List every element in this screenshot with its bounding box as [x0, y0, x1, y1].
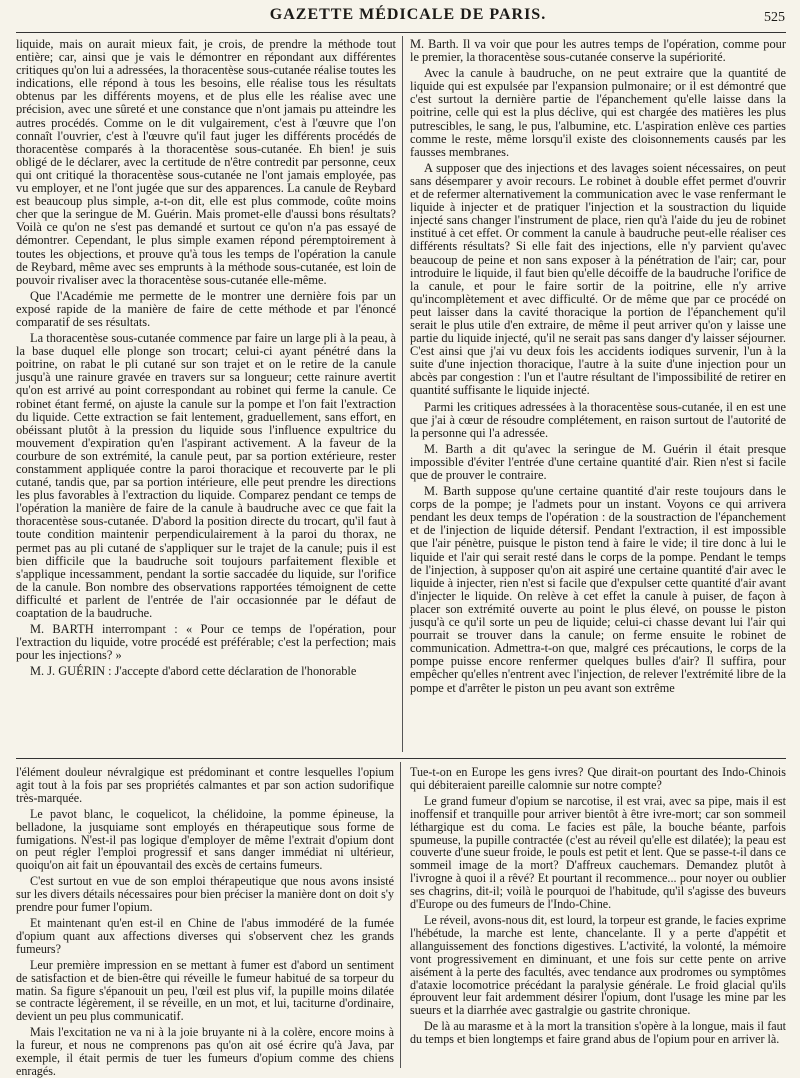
- paragraph: Que l'Académie me permette de le montrer une dernière fois par un exposé rapide de la manière de faire de cette méthode et par l'énoncé comparatif de ses résultats.: [16, 288, 396, 329]
- section-rule: [16, 758, 786, 759]
- page-number: 525: [764, 10, 785, 25]
- paragraph: Tue-t-on en Europe les gens ivres? Que dirait-on pourtant des Indo-Chinois qui débiteraient pareille calomnie sur notre compte?: [410, 765, 786, 792]
- paragraph: Avec la canule à baudruche, on ne peut extraire que la quantité de liquide qui est expulsée par l'expansion pulmonaire; or il est démontré que c'est surtout la dernière partie de l'épanchement qu'elle laisse dans la poitrine, celle qui est la plus déclive, qui est chargée des matières les plus putrescibles, le sang, le pus, l'albumine, etc. L'aspiration enlève ces parties comme le reste, même lorsqu'il existe des cloisonnements causés par les fausses membranes.: [410, 66, 786, 159]
- paragraph: l'élément douleur névralgique est prédominant et contre lesquelles l'opium agit tout à la fois par ses propriétés calmantes et par son action sudorifique très-marquée.: [16, 765, 394, 805]
- column-divider: [402, 36, 403, 752]
- paragraph: La thoracentèse sous-cutanée commence par faire un large pli à la peau, à la base duquel elle plonge son trocart; celui-ci ayant pénétré dans la poitrine, on rabat le pli cutané sur son trajet et on le retire de la canule jusqu'à une rainure gravée en travers sur sa longueur; cette rainure avertit qu'on est arrivé au point correspondant au robinet qui ferme la canule. Ce robinet étant fermé, on ajuste la canule sur la pompe et l'on fait l'extraction du liquide. Cette extraction se fait lentement, graduellement, sans effort, en obéissant plutôt à la pression du liquide sous l'influence expultrice du mouvement d'expiration qu'en l'aspirant activement. A la faveur de la courbure de son extrémité, la canule peut, par sa portion extérieure, rester constamment appliquée contre la paroi thoracique et recouverte par le pli cutané, tandis que, par sa portion intérieure, elle peut prendre les directions les plus favorables à l'extraction du liquide. Comparez pendant ce temps de l'opération la manière de faire de la canule à baudruche avec ce que fait la thoracentèse sous-cutanée. D'abord la position directe du trocart, qu'il faut à toute condition maintenir perpendiculairement à la paroi du thorax, ne permet pas au pli cutané de s'appliquer sur le trajet de la canule; puis il est bien difficile que la baudruche soit toujours parfaitement flexible et s'applique incessamment, pendant la sortie saccadée du liquide, sur l'orifice de la canule. Bon nombre des observations rapportées témoignent de cette difficulté et parlent de l'entrée de l'air occasionnée par le défaut de coaptation de la baudruche.: [16, 331, 396, 621]
- paragraph: M. Barth. Il va voir que pour les autres temps de l'opération, comme pour le premier, la thoracentèse sous-cutanée conserve la supériorité.: [410, 37, 786, 65]
- paragraph: Et maintenant qu'en est-il en Chine de l'abus immodéré de la fumée d'opium quant aux affections diverses qui s'observent chez les grands fumeurs?: [16, 915, 394, 956]
- paragraph: Leur première impression en se mettant à fumer est d'abord un sentiment de satisfaction et de bien-être qui réveille le fumeur habitué de sa torpeur du matin. Sa figure s'épanouit un peu, l'œil est plus vif, la pupille moins dilatée se contracte légèrement, il se réveille, en un mot, et lui, taciturne d'ordinaire, devient un peu plus communicatif.: [16, 957, 394, 1024]
- paragraph: De là au marasme et à la mort la transition s'opère à la longue, mais il faut du temps et bien longtemps et faire grand abus de l'opium pour en arriver là.: [410, 1019, 786, 1047]
- paragraph: Le réveil, avons-nous dit, est lourd, la torpeur est grande, le facies exprime l'hébétude, la marche est lente, chancelante. Il y a perte d'appétit et allanguissement des fonctions digestives. L'activité, la volonté, la mémoire vont progressivement en diminuant, et une fois sur cette pente on arrive aisément à la perte des facultés, avec tendance aux prodromes ou symptômes d'ataxie locomotrice précédant la paralysie générale. Le froid glacial qu'ils éprouvent leur fait ardemment désirer l'opium, dont l'usage les mine par les sueurs et la diarrhée avec gastralgie ou gastrite chronique.: [410, 912, 787, 1018]
- paragraph: A supposer que des injections et des lavages soient nécessaires, on peut sans désemparer y avoir recours. Le robinet à double effet permet d'ouvrir et de refermer alternativement la communication avec le vase renfermant le liquide à injecter et de pratiquer l'injection et la soustraction du liquide injecté sans changer l'instrument de place, rien qu'à l'aide du jeu de robinet institué à cet effet. Or comment la canule à baudruche peut-elle réaliser ces différents résultats? Si elle fait des injections, elle n'y parvient qu'avec beaucoup de peine et non sans exposer à la pénétration de l'air; car, pour introduire le liquide, il faut bien qu'elle décoiffe de la baudruche l'orifice de la canule, et pour le faire sortir de la poitrine, elle n'y arrive qu'incomplètement et avec difficulté. Or de même que par ce procédé on peut laisser dans la cavité thoracique la portion de l'épanchement qu'il serait le plus utile d'en extraire, de même il peut arriver qu'on y laisse une partie du liquide injecté, qu'il ne serait pas sans danger d'y laisser séjourner. C'est ainsi que j'ai vu deux fois les accidents iodiques survenir, l'un à la suite d'une injection thoracique, l'autre à la suite d'une injection pour un abcès par congestion : l'un et l'autre résultant de l'impossibilité de retirer en quantité suffisante le liquide injecté.: [410, 160, 786, 398]
- column-right-top: [410, 38, 786, 750]
- paragraph: M. BARTH interrompant : « Pour ce temps de l'opération, pour l'extraction du liquide, votre procédé est préférable; c'est la perfection; mais pour les injections? »: [16, 622, 396, 663]
- paragraph: M. Barth a dit qu'avec la seringue de M. Guérin il était presque impossible d'éviter l'entrée d'une certaine quantité d'air. Rien n'est si facile que de prouver le contraire.: [410, 441, 786, 482]
- header-rule: [16, 32, 786, 33]
- paragraph: liquide, mais on aurait mieux fait, je crois, de prendre la méthode tout entière; car, ainsi que je vais le démontrer en répondant aux différentes critiques qu'on lui a adressées, la thoracentèse sous-cutanée réalise toutes les indications, elle répond à tous les besoins, elle réalise tous les résultats obtenus par les différents moyens, et de plus elle les réalise avec une précision, avec une sûreté et une constance que n'ont jamais pu atteindre les autres procédés. Comme on le dit vulgairement, c'est à l'œuvre que l'on connaît l'ouvrier, c'est à l'œuvre qu'il faut juger les différents procédés de thoracentèse comparés à la thoracentèse sous-cutanée. Eh bien! je suis obligé de le déclarer, avec la certitude de n'être contredit par personne, ceux qui ont critiqué la thoracentèse sous-cutanée ne l'ont jamais employée, pas vu employer, et ne l'ont jugée que sur des apparences. La canule de Reybard est beaucoup plus simple, a-t-on dit, elle est plus commode, coûte moins cher que la seringue de M. Guérin. Mais promet-elle d'aussi bons résultats? Voilà ce qu'on ne s'est pas demandé et surtout ce qu'on n'a pas essayé de démontrer. Cependant, le plus simple examen répond péremptoirement à toutes les objections, et prouve qu'à tous les temps de l'opération la canule de Reybard, même avec ses emprunts à la méthode sous-cutanée, est loin de pouvoir rivaliser avec la thoracentèse sous-cutanée elle-même.: [16, 37, 396, 287]
- column-left-top: [16, 38, 396, 750]
- column-right-bottom: [410, 766, 786, 1066]
- paragraph: Parmi les critiques adressées à la thoracentèse sous-cutanée, il en est une que j'ai à cœur de résoudre complétement, en raison surtout de l'autorité de la personne qui l'a adressée.: [410, 399, 786, 440]
- column-left-bottom: [16, 765, 394, 1078]
- column-divider: [400, 762, 401, 1068]
- paragraph: M. Barth suppose qu'une certaine quantité d'air reste toujours dans le corps de la pompe; je l'admets pour un instant. Voyons ce qui arrivera pendant les deux temps de l'opération : de la soustraction de l'épanchement et de l'injection de liquide détersif. Pendant l'extraction, il est impossible que l'air pénètre, puisque le piston tend à faire le vide; il tire donc à lui le liquide et l'air qui serait resté dans le corps de la pompe. Pendant le temps de l'injection, à supposer qu'on ait aspiré une certaine quantité d'air avec le liquide à injecter, rien n'est si facile que d'expulser cette quantité d'air avant d'injecter le liquide. On relève à cet effet la canule à puiser, de façon à placer son extrémité ouverte au point le plus élevé, on pousse le piston jusqu'à ce qu'il sorte un peu de liquide; celui-ci chasse devant lui l'air qui pourrait se trouver dans la canule; on ferme ensuite le robinet de communication. Admettra-t-on que, malgré ces précautions, le corps de la pompe puisse encore renfermer quelques bulles d'air? Il suffira, pour empêcher qu'elles n'entrent avec l'injection, de relever l'extrémité libre de la pompe et d'arrêter le piston un peu avant son extrême: [410, 484, 786, 695]
- page-header-title: GAZETTE MÉDICALE DE PARIS.: [269, 6, 547, 23]
- paragraph: Le grand fumeur d'opium se narcotise, il est vrai, avec sa pipe, mais il est inoffensif et tranquille pour arriver bientôt à être ivre-mort; car son sommeil léthargique est du coma. Le facies est pâle, la bouche béante, parfois spumeuse, la pupille contractée (c'est au réveil qu'elle est dilatée); la peau est couverte d'une sueur froide, le pouls est petit et lent. Que se passe-t-il dans ce sommeil image de la mort? D'affreux cauchemars. Demandez plutôt à l'ivrogne à quoi il a rêvé? Et pourtant il recommence... pour noyer ou oublier ses chagrins, dit-il; voilà le pourquoi de l'habitude, qu'il s'agisse des buveurs d'Europe ou des fumeurs de l'Indo-Chine.: [410, 793, 786, 912]
- paragraph: M. J. GUÉRIN : J'accepte d'abord cette déclaration de l'honorable: [30, 664, 357, 679]
- paragraph: C'est surtout en vue de son emploi thérapeutique que nous avons insisté sur les divers détails nécessaires pour bien préciser la manière dont on doit s'y prendre pour fumer l'opium.: [16, 874, 394, 915]
- paragraph: Mais l'excitation ne va ni à la joie bruyante ni à la colère, encore moins à la fureur, et nous ne comprenons pas qu'on ait osé écrire qu'à Java, par exemple, il était permis de tuer les fumeurs d'opium comme des chiens enragés.: [16, 1025, 394, 1078]
- paragraph: Le pavot blanc, le coquelicot, la chélidoine, la pomme épineuse, la belladone, la jusquiame sont employés en thérapeutique sous forme de fumigations. N'est-il pas logique d'employer de même l'extrait d'opium dont on peut régler l'emploi progressif et sans danger immédiat ni ultérieur, quoiqu'on ait fait un épouvantail des excès de certains fumeurs.: [16, 806, 394, 873]
